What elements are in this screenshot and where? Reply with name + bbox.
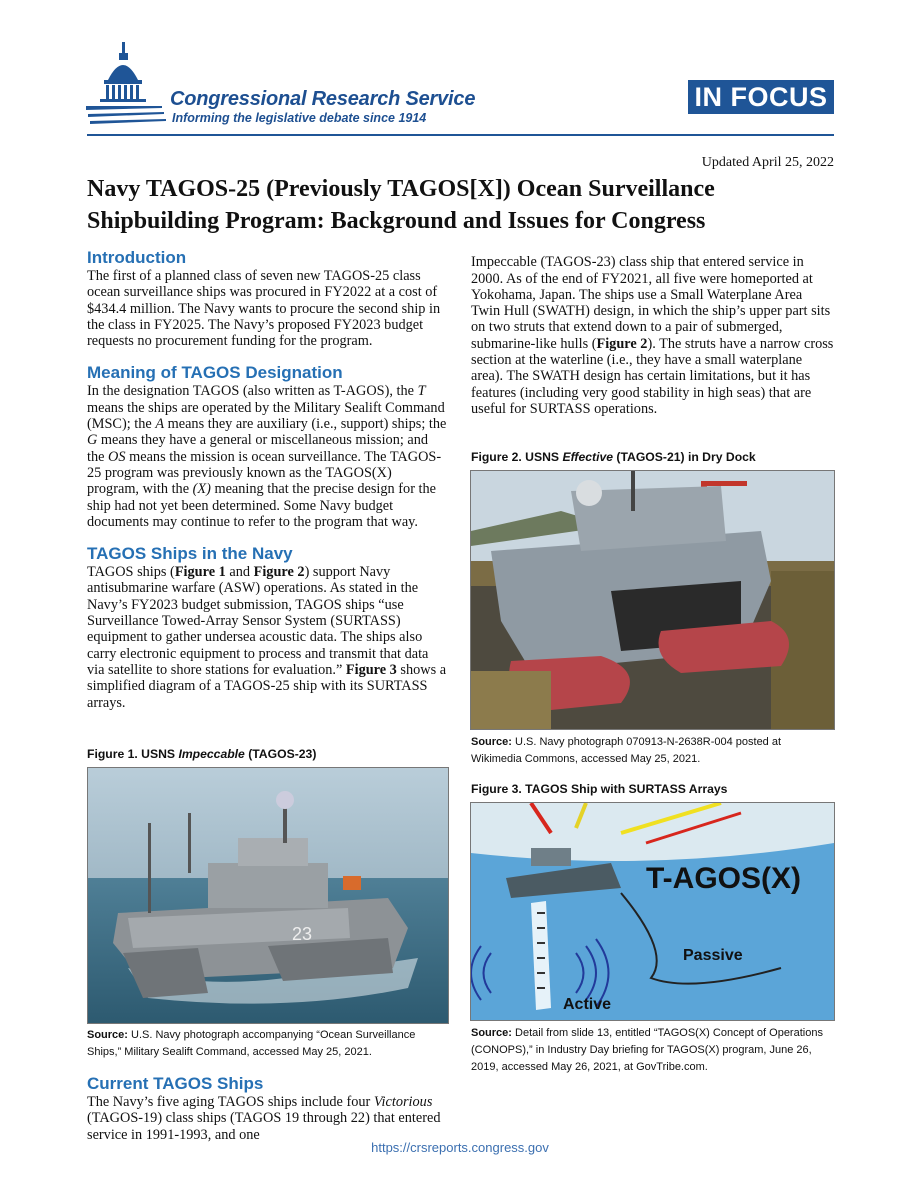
in-navy-paragraph: TAGOS ships (Figure 1 and Figure 2) support Navy antisubmarine warfare (ASW) operations. As stated in the Navy’s FY2023 budget submission, TAGOS ships “use Surveillance Towed-Array Sensor System (SURTASS) equipment to gather undersea acoustic data. The ships also carry electronic equipment to process and transmit that data via satellite to shore stations for evaluation.” Figure 3 shows a simplified diagram of a TAGOS-25 ship with its SURTASS arrays. — [87, 564, 447, 711]
section-heading-meaning: Meaning of TAGOS Designation — [87, 363, 343, 383]
header-divider — [87, 134, 834, 136]
diagram-title-label: T-AGOS(X) — [646, 862, 801, 895]
figure2-photo — [470, 470, 835, 730]
surtass-diagram-icon — [471, 803, 834, 1020]
section-heading-introduction: Introduction — [87, 248, 187, 267]
figure2-source: Source: U.S. Navy photograph 070913-N-2638R-004 posted at Wikimedia Commons, accessed May 25, 2021. — [471, 736, 782, 765]
passive-label: Passive — [683, 947, 743, 964]
ship-photo-icon — [88, 768, 448, 1023]
footer-url[interactable]: https://crsreports.congress.gov — [371, 1140, 549, 1155]
section-heading-current: Current TAGOS Ships — [87, 1074, 264, 1093]
right-column — [471, 250, 834, 434]
figure3-source: Source: Detail from slide 13, entitled “TAGOS(X) Concept of Operations (CONOPS),” in Industry Day briefing for TAGOS(X) program, June 26, 2019, accessed May 26, 2021, at GovTribe.com. — [471, 1027, 823, 1073]
capitol-dome-icon — [86, 40, 168, 130]
org-name: Congressional Research Service — [170, 88, 476, 110]
hull-number: 23 — [292, 924, 313, 944]
active-label: Active — [563, 996, 612, 1013]
section-heading-in-navy: TAGOS Ships in the Navy — [87, 544, 293, 564]
figure3-diagram — [470, 802, 835, 1021]
left-column — [87, 248, 447, 711]
figure2-caption: Figure 2. USNS Effective (TAGOS-21) in Dry Dock — [471, 450, 756, 464]
in-focus-badge: IN FOCUS — [688, 80, 834, 114]
page-title: Navy TAGOS-25 (Previously TAGOS[X]) Ocean Surveillance Shipbuilding Program: Background and Issues for Congress — [87, 176, 715, 234]
crs-logo — [86, 40, 168, 130]
figure1-caption: Figure 1. USNS Impeccable (TAGOS-23) — [87, 747, 317, 761]
org-tagline: Informing the legislative debate since 1914 — [172, 111, 427, 125]
figure1-source: Source: U.S. Navy photograph accompanying “Ocean Surveillance Ships,” Military Sealift Command, accessed May 25, 2021. — [87, 1029, 416, 1058]
intro-paragraph: The first of a planned class of seven new TAGOS-25 class ocean surveillance ships was procured in FY2022 at a cost of $434.4 million. The Navy wants to procure the second ship in the class in FY2025. The Navy’s proposed FY2023 budget requests no procurement funding for the program. — [87, 268, 441, 350]
figure3-caption: Figure 3. TAGOS Ship with SURTASS Arrays — [471, 782, 728, 796]
dry-dock-photo-icon — [471, 471, 834, 729]
updated-date: Updated April 25, 2022 — [701, 155, 834, 170]
current-paragraph-start: The Navy’s five aging TAGOS ships include four Victorious (TAGOS-19) class ships (TAGOS 19 through 22) that entered service in 1991-1993, and one — [87, 1094, 441, 1143]
current-paragraph-continued: Impeccable (TAGOS-23) class ship that entered service in 2000. As of the end of FY2021, all five were homeported at Yokohama, Japan. The ships use a Small Waterplane Area Twin Hull (SWATH) design, in which the ship’s upper part sits on two struts that extend down to a pair of submerged, submarine-like hulls (Figure 2). The struts have a narrow cross section at the waterline (i.e., they have a small waterplane area). The SWATH design has certain limitations, but it has features (including very good stability in high seas) that are useful for SURTASS operations. — [471, 254, 834, 417]
left-column-bottom — [87, 1074, 447, 1143]
figure1-photo — [87, 767, 449, 1024]
meaning-paragraph: In the designation TAGOS (also written as T-AGOS), the T means the ships are operated by the Military Sealift Command (MSC); the A means they are auxiliary (i.e., support) ships; the G means they have a general or miscellaneous mission; and the OS means the mission is ocean surveillance. The TAGOS-25 program was previously known as the TAGOS(X) program, with the (X) meaning that the precise design for the ship had not yet been determined. Some Navy budget documents may continue to refer to the program that way. — [87, 383, 447, 530]
